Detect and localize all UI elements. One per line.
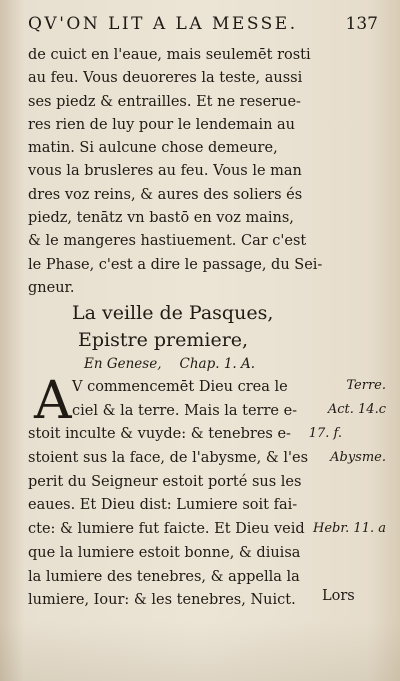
text-line: dres voz reins, & aures des soliers és [28, 186, 303, 203]
text-line: cte: & lumiere fut faicte. Et Dieu veid [28, 521, 305, 538]
text-line: perit du Seigneur estoit porté sus les [28, 473, 302, 490]
section-subtitle-line: Epistre premiere, [78, 329, 249, 351]
section-title-line: La veille de Pasques, [72, 302, 274, 324]
reference-chapter: Chap. 1. A. [179, 356, 256, 372]
marginal-note: Hebr. 11. a [313, 521, 386, 536]
text-line: le Phase, c'est a dire le passage, du Sei- [28, 256, 323, 273]
text-line: res rien de luy pour le lendemain au [28, 116, 296, 133]
text-line: la lumiere des tenebres, & appella la [28, 568, 300, 585]
text-line: ses piedz & entrailles. Et ne reserue- [28, 93, 301, 110]
text-line: matin. Si aulcune chose demeure, [28, 140, 278, 157]
text-line: lumiere, Iour: & les tenebres, Nuict. [28, 592, 296, 609]
text-block [28, 44, 388, 300]
drop-capital: A [34, 371, 72, 431]
page-header [28, 10, 378, 38]
text-line: de cuict en l'eaue, mais seulemēt rosti [28, 47, 311, 63]
text-line: que la lumiere estoit bonne, & diuisa [28, 544, 301, 561]
text-line: vous la brusleres au feu. Vous le man [28, 163, 302, 180]
text-line: ciel & la terre. Mais la terre e- [72, 402, 298, 419]
marginal-note: Act. 14.c [327, 402, 386, 417]
text-line: & le mangeres hastiuement. Car c'est [28, 233, 307, 250]
scripture-reference [84, 356, 255, 372]
text-line: V commencemēt Dieu crea le [72, 379, 288, 395]
marginal-note: 17. f. [308, 426, 342, 441]
text-line: stoit inculte & vuyde: & tenebres e- [28, 426, 291, 443]
text-line: piedz, tenātz vn bastō en voz mains, [28, 210, 294, 227]
text-line: gneur. [28, 279, 75, 296]
text-line: au feu. Vous deuoreres la teste, aussi [28, 70, 303, 87]
catchword: Lors [322, 588, 355, 604]
page-number: 137 [345, 14, 378, 34]
marginal-note: Terre. [346, 378, 386, 393]
marginal-note: Abysme. [330, 450, 386, 465]
running-title: QV'ON LIT A LA MESSE. [28, 14, 298, 34]
lection-text [28, 371, 358, 613]
section-title [72, 300, 392, 354]
text-line: eaues. Et Dieu dist: Lumiere soit fai- [28, 497, 298, 514]
reference-book: En Genese, [84, 356, 162, 372]
text-line: stoient sus la face, de l'abysme, & l'es [28, 450, 309, 467]
